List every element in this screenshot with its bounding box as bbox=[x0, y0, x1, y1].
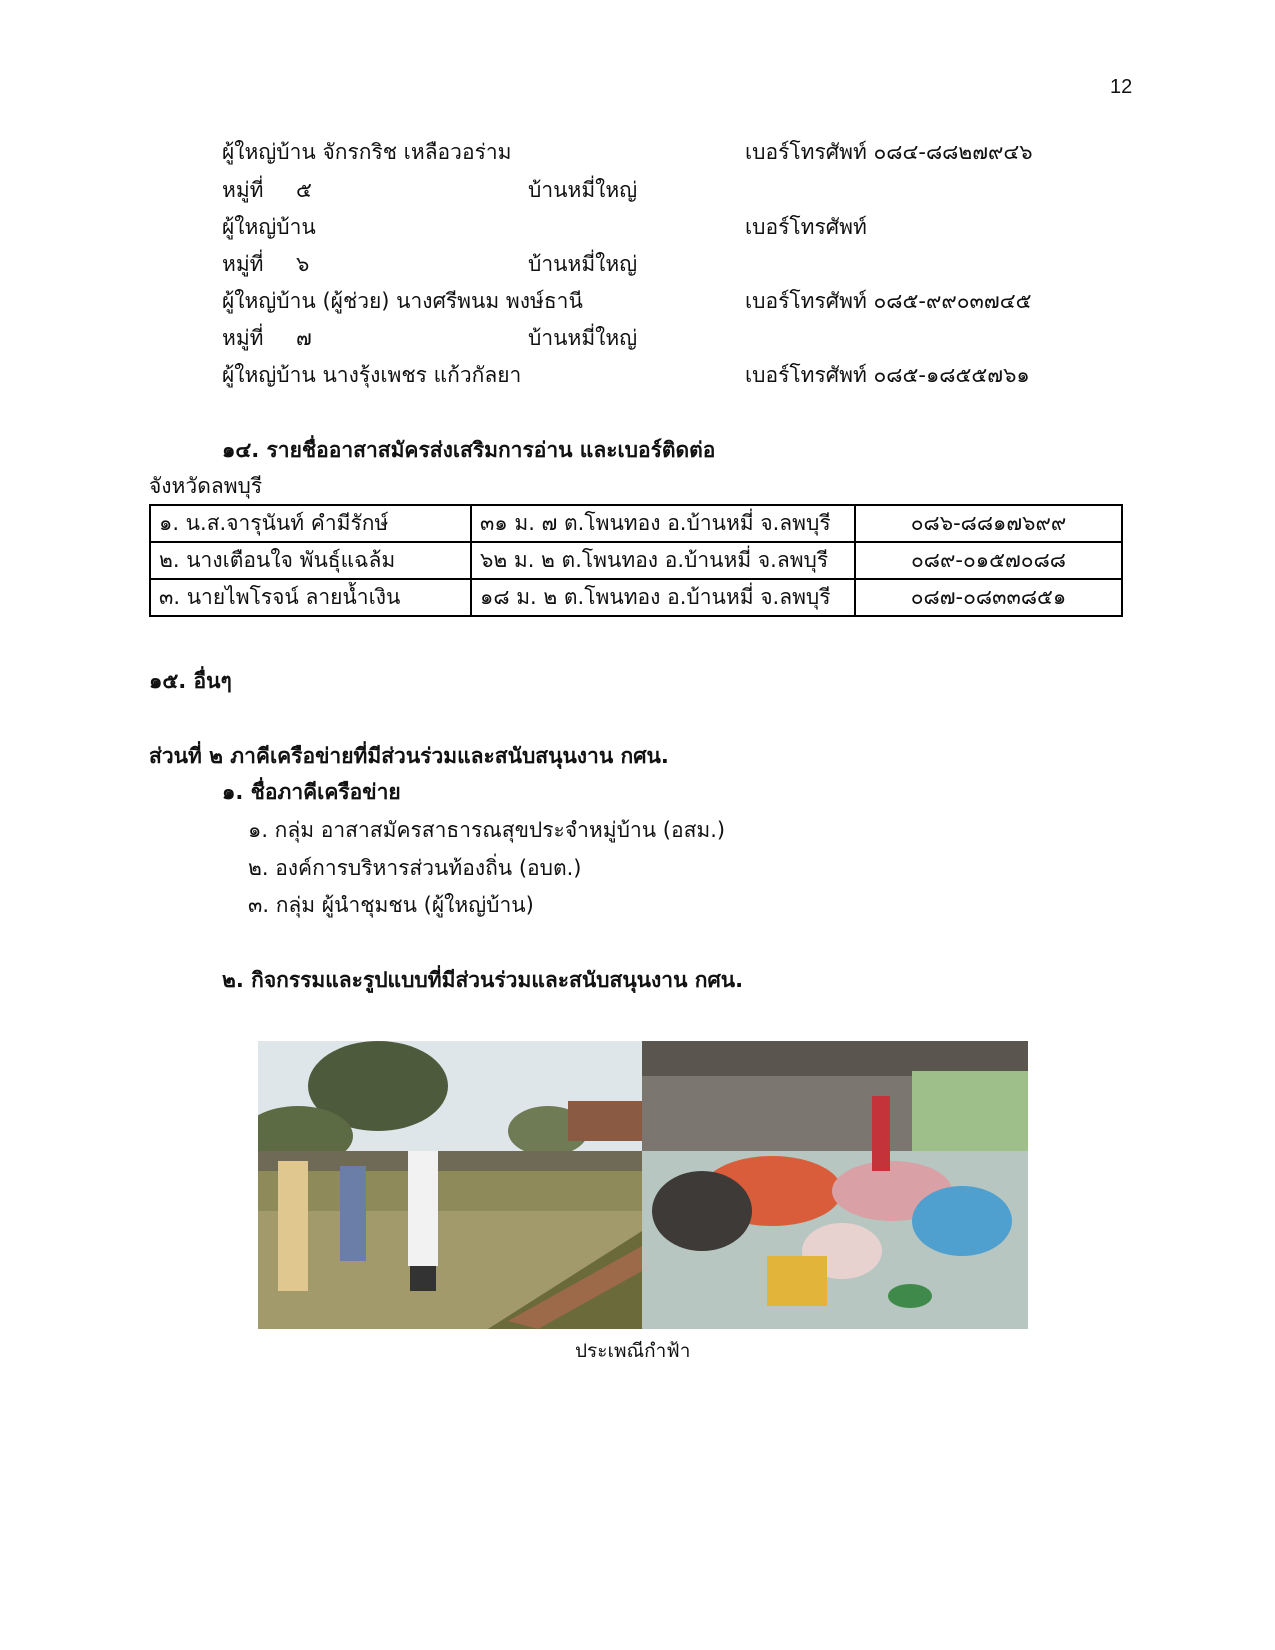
volunteer-phone: ๐๘๖-๘๘๑๗๖๙๙ bbox=[855, 505, 1122, 542]
volunteer-name: ๒. นางเตือนใจ พันธุ์แฉล้ม bbox=[150, 542, 471, 579]
province-label: จังหวัดลพบุรี bbox=[149, 474, 263, 498]
village-name: บ้านหมี่ใหญ่ bbox=[528, 178, 638, 202]
volunteer-phone: ๐๘๙-๐๑๕๗๐๘๘ bbox=[855, 542, 1122, 579]
photo-caption: ประเพณีกำฟ้า bbox=[575, 1340, 691, 1362]
moo-label: หมู่ที่ bbox=[222, 178, 264, 202]
headman-name: ผู้ใหญ่บ้าน จักรกริช เหลือวอร่าม bbox=[222, 140, 512, 164]
headman-name: ผู้ใหญ่บ้าน (ผู้ช่วย) นางศรีพนม พงษ์ธานี bbox=[222, 289, 583, 313]
volunteer-table bbox=[149, 504, 1123, 617]
village-name: บ้านหมี่ใหญ่ bbox=[528, 326, 638, 350]
subsection-1-heading: ๑. ชื่อภาคีเครือข่าย bbox=[222, 780, 401, 804]
network-item: ๑. กลุ่ม อาสาสมัครสาธารณสุขประจำหมู่บ้าน (อสม.) bbox=[248, 818, 726, 842]
network-item: ๒. องค์การบริหารส่วนท้องถิ่น (อบต.) bbox=[248, 856, 582, 880]
headman-name: ผู้ใหญ่บ้าน bbox=[222, 215, 316, 239]
page-number: 12 bbox=[1110, 76, 1133, 98]
volunteer-address: ๑๘ ม. ๒ ต.โพนทอง อ.บ้านหมี่ จ.ลพบุรี bbox=[471, 579, 855, 616]
volunteer-phone: ๐๘๗-๐๘๓๓๘๕๑ bbox=[855, 579, 1122, 616]
ceremony-field-photo bbox=[258, 1041, 642, 1329]
table-row bbox=[150, 579, 1122, 616]
section-15-heading: ๑๕. อื่นๆ bbox=[149, 669, 232, 693]
volunteer-address: ๓๑ ม. ๗ ต.โพนทอง อ.บ้านหมี่ จ.ลพบุรี bbox=[471, 505, 855, 542]
table-row bbox=[150, 505, 1122, 542]
section-14-heading: ๑๔. รายชื่ออาสาสมัครส่งเสริมการอ่าน และเบอร์ติดต่อ bbox=[222, 438, 716, 462]
table-row bbox=[150, 542, 1122, 579]
ceremony-group-photo bbox=[642, 1041, 1028, 1329]
moo-label: หมู่ที่ bbox=[222, 326, 264, 350]
headman-phone: เบอร์โทรศัพท์ ๐๘๔-๘๘๒๗๙๔๖ bbox=[745, 140, 1033, 164]
moo-number: ๕ bbox=[296, 178, 312, 202]
village-name: บ้านหมี่ใหญ่ bbox=[528, 252, 638, 276]
network-item: ๓. กลุ่ม ผู้นำชุมชน (ผู้ใหญ่บ้าน) bbox=[248, 893, 534, 917]
volunteer-address: ๖๒ ม. ๒ ต.โพนทอง อ.บ้านหมี่ จ.ลพบุรี bbox=[471, 542, 855, 579]
headman-phone: เบอร์โทรศัพท์ bbox=[745, 215, 867, 239]
headman-phone: เบอร์โทรศัพท์ ๐๘๕-๑๘๕๕๗๖๑ bbox=[745, 363, 1030, 387]
headman-phone: เบอร์โทรศัพท์ ๐๘๕-๙๙๐๓๗๔๕ bbox=[745, 289, 1032, 313]
moo-number: ๗ bbox=[296, 326, 312, 350]
volunteer-name: ๓. นายไพโรจน์ ลายน้ำเงิน bbox=[150, 579, 471, 616]
subsection-2-heading: ๒. กิจกรรมและรูปแบบที่มีส่วนร่วมและสนับสนุนงาน กศน. bbox=[222, 968, 744, 992]
moo-number: ๖ bbox=[296, 252, 310, 276]
part-2-heading: ส่วนที่ ๒ ภาคีเครือข่ายที่มีส่วนร่วมและสนับสนุนงาน กศน. bbox=[149, 744, 669, 768]
moo-label: หมู่ที่ bbox=[222, 252, 264, 276]
headman-name: ผู้ใหญ่บ้าน นางรุ้งเพชร แก้วกัลยา bbox=[222, 363, 522, 387]
volunteer-name: ๑. น.ส.จารุนันท์ คำมีรักษ์ bbox=[150, 505, 471, 542]
